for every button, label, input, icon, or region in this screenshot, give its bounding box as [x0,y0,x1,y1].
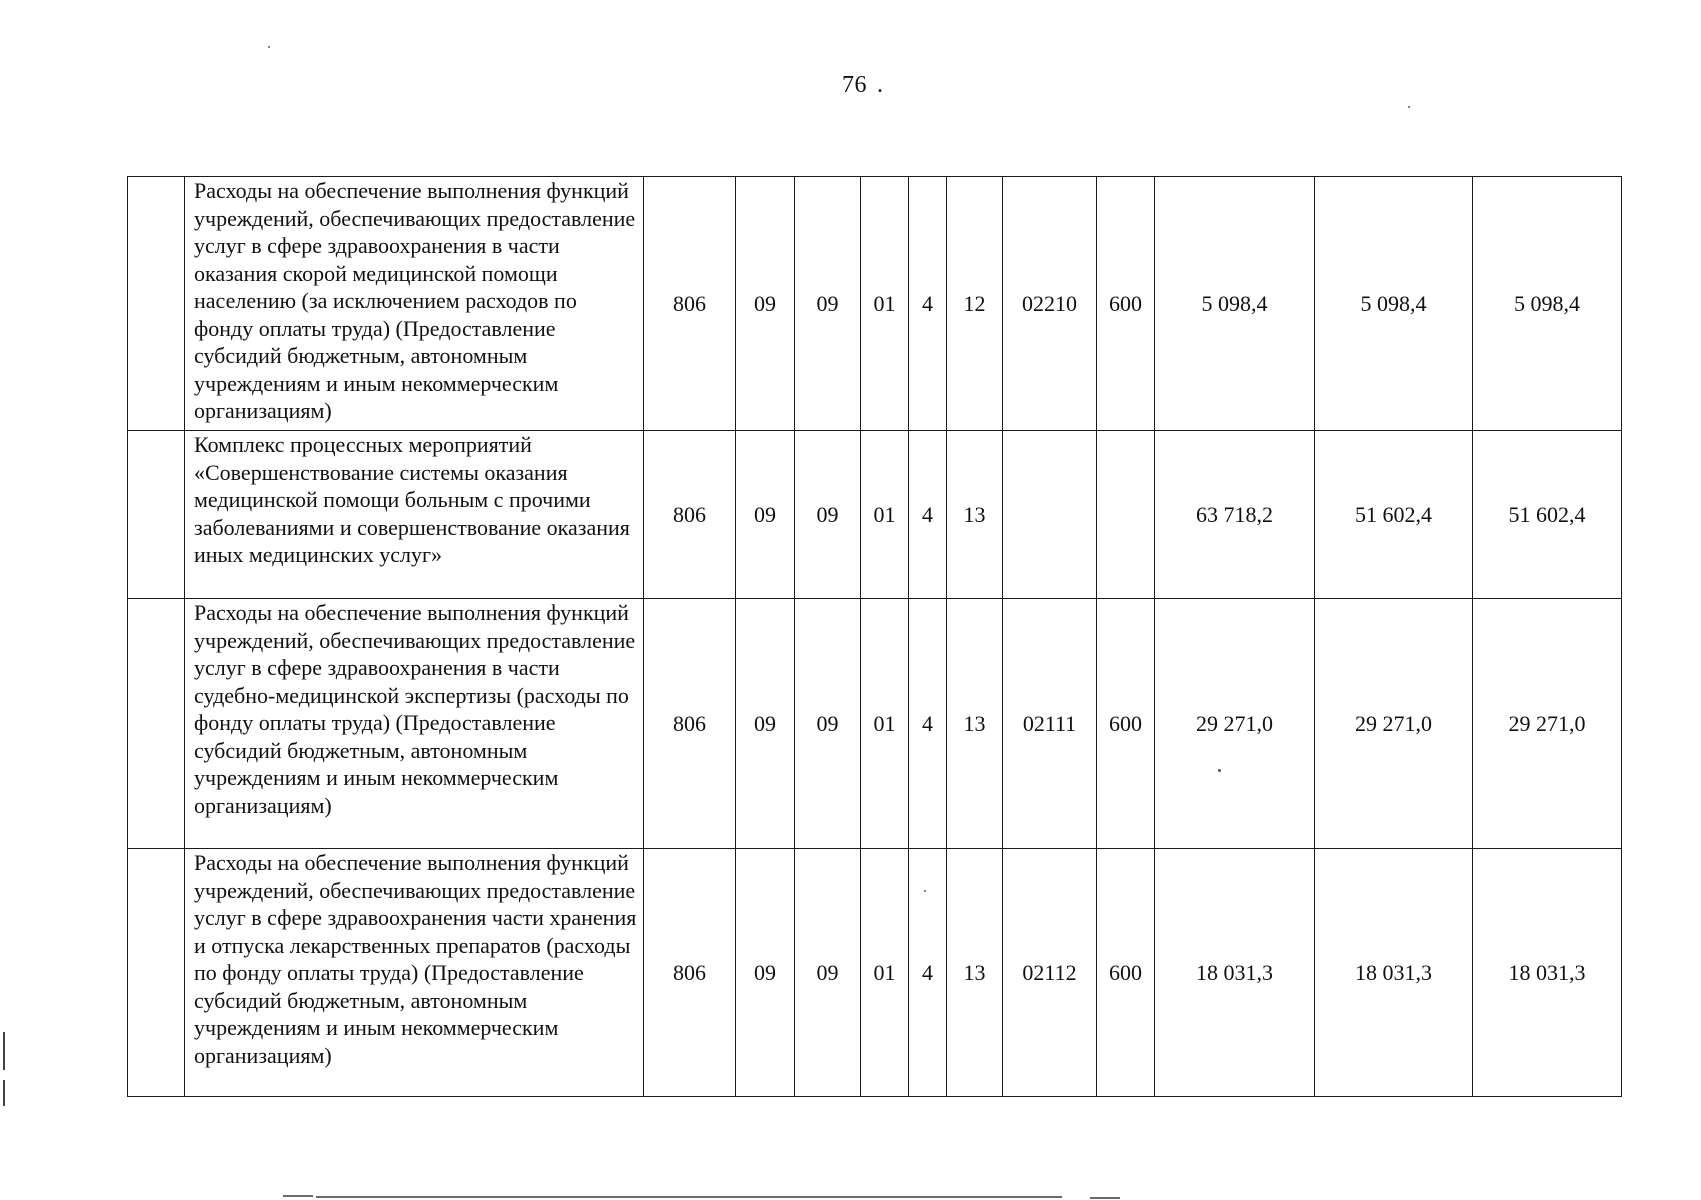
expense-type-code-cell: 600 [1097,849,1155,1097]
section-code-cell: 09 [736,849,795,1097]
table-row [128,599,1622,849]
complex-code-cell: 13 [947,849,1003,1097]
expense-code-cell [1003,431,1097,599]
scan-bottom-rule [1090,1197,1120,1199]
program-code-cell: 01 [861,599,909,849]
direction-code-cell: 4 [909,431,947,599]
scan-speck [1408,106,1410,108]
complex-code-cell: 12 [947,177,1003,431]
direction-code-cell: 4 [909,177,947,431]
amount-year-1-cell: 29 271,0 [1155,599,1315,849]
complex-code-cell: 13 [947,599,1003,849]
scan-margin-line [3,1080,5,1106]
amount-year-1-cell: 18 031,3 [1155,849,1315,1097]
row-description-cell: Комплекс процессных мероприятий «Совершенствование системы оказания медицинской помощи больным с прочими заболеваниями и совершенствование оказания иных медицинских услуг» [185,431,644,599]
program-code-cell: 01 [861,431,909,599]
scan-bottom-rule [283,1195,313,1197]
direction-code-cell: 4 [909,599,947,849]
amount-year-1-cell: 63 718,2 [1155,431,1315,599]
scan-speck [268,46,270,48]
ministry-code-cell: 806 [644,177,736,431]
expense-type-code-cell: 600 [1097,599,1155,849]
subsection-code-cell: 09 [795,177,861,431]
amount-year-3-cell: 18 031,3 [1473,849,1622,1097]
complex-code-cell: 13 [947,431,1003,599]
expense-type-code-cell: 600 [1097,177,1155,431]
ministry-code-cell: 806 [644,431,736,599]
program-code-cell: 01 [861,849,909,1097]
amount-year-3-cell: 5 098,4 [1473,177,1622,431]
subsection-code-cell: 09 [795,599,861,849]
amount-year-2-cell: 29 271,0 [1315,599,1473,849]
page-number [842,72,884,99]
ministry-code-cell: 806 [644,599,736,849]
section-code-cell: 09 [736,177,795,431]
page-number-value: 76 [842,72,867,98]
row-index-cell [128,177,185,431]
table-row [128,177,1622,431]
expense-code-cell: 02210 [1003,177,1097,431]
amount-year-2-cell: 5 098,4 [1315,177,1473,431]
scan-margin-line [3,1032,5,1070]
expense-code-cell: 02112 [1003,849,1097,1097]
amount-year-2-cell: 18 031,3 [1315,849,1473,1097]
amount-year-3-cell: 29 271,0 [1473,599,1622,849]
subsection-code-cell: 09 [795,849,861,1097]
row-index-cell [128,431,185,599]
subsection-code-cell: 09 [795,431,861,599]
section-code-cell: 09 [736,431,795,599]
scan-bottom-rule [316,1196,1062,1198]
expense-type-code-cell [1097,431,1155,599]
row-description-cell: Расходы на обеспечение выполнения функций учреждений, обеспечивающих предоставление услуг в сфере здравоохранения части хранения и отпуска лекарственных препаратов (расходы по фонду оплаты труда) (Предоставление субсидий бюджетным, автономным учреждениям и иным некоммерческим организациям) [185,849,644,1097]
amount-year-2-cell: 51 602,4 [1315,431,1473,599]
table-row [128,849,1622,1097]
direction-code-cell: 4 [909,849,947,1097]
ministry-code-cell: 806 [644,849,736,1097]
amount-year-3-cell: 51 602,4 [1473,431,1622,599]
expense-code-cell: 02111 [1003,599,1097,849]
table-row [128,431,1622,599]
amount-year-1-cell: 5 098,4 [1155,177,1315,431]
row-index-cell [128,599,185,849]
page-number-mark: . [877,72,884,98]
program-code-cell: 01 [861,177,909,431]
section-code-cell: 09 [736,599,795,849]
row-description-cell: Расходы на обеспечение выполнения функций учреждений, обеспечивающих предоставление услуг в сфере здравоохранения в части судебно-медицинской экспертизы (расходы по фонду оплаты труда) (Предоставление субсидий бюджетным, автономным учреждениям и иным некоммерческим организациям) [185,599,644,849]
row-description-cell: Расходы на обеспечение выполнения функций учреждений, обеспечивающих предоставление услуг в сфере здравоохранения в части оказания скорой медицинской помощи населению (за исключением расходов по фонду оплаты труда) (Предоставление субсидий бюджетным, автономным учреждениям и иным некоммерческим организациям) [185,177,644,431]
row-index-cell [128,849,185,1097]
budget-table [127,176,1622,1097]
